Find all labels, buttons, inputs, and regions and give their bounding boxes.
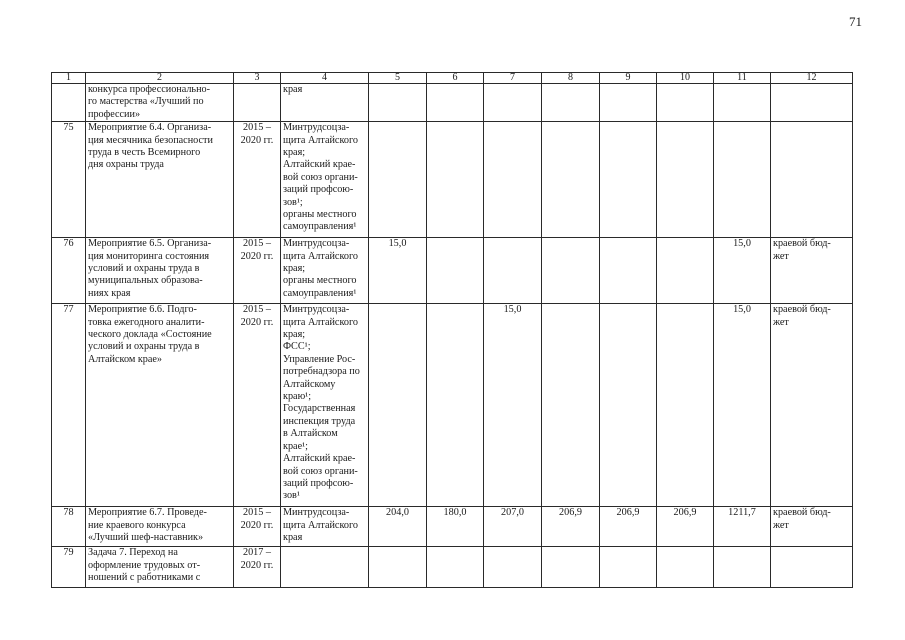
funding-2019	[600, 84, 657, 122]
funding-2018	[542, 304, 600, 507]
activity-name: Задача 7. Переход на оформление трудовых от- ношений с работниками с	[86, 547, 234, 588]
funding-2015	[369, 304, 427, 507]
funding-2018	[542, 122, 600, 238]
funding-2015	[369, 84, 427, 122]
funding-2020	[657, 84, 714, 122]
funding-2017: 15,0	[484, 304, 542, 507]
activity-name: Мероприятие 6.6. Подго- товка ежегодного аналити- ческого доклада «Состояние условий и охраны труда в Алтайском крае»	[86, 304, 234, 507]
column-number: 6	[427, 73, 484, 84]
funding-2015	[369, 122, 427, 238]
funding-2019	[600, 122, 657, 238]
funding-source	[771, 84, 853, 122]
program-activities-table	[51, 72, 853, 588]
activity-executor: Минтрудсоцза- щита Алтайского края; ФСС¹; Управление Рос- потребнадзора по Алтайскому краю¹; Государственная инспекция труда в Алтайском крае¹; Алтайский крае- вой союз органи- заций профсою- зов¹	[281, 304, 369, 507]
column-number: 10	[657, 73, 714, 84]
funding-2015: 204,0	[369, 507, 427, 547]
activity-executor	[281, 547, 369, 588]
funding-2019: 206,9	[600, 507, 657, 547]
activity-name: Мероприятие 6.4. Организа- ция месячника безопасности труда в честь Всемирного дня охраны труда	[86, 122, 234, 238]
row-number	[52, 84, 86, 122]
column-number: 1	[52, 73, 86, 84]
funding-total	[714, 122, 771, 238]
funding-2017: 207,0	[484, 507, 542, 547]
activity-executor: края	[281, 84, 369, 122]
activity-name: Мероприятие 6.7. Проведе- ние краевого конкурса «Лучший шеф-наставник»	[86, 507, 234, 547]
row-number: 76	[52, 238, 86, 304]
activity-term: 2017 – 2020 гг.	[234, 547, 281, 588]
table-row	[52, 304, 853, 507]
funding-2015	[369, 547, 427, 588]
funding-2019	[600, 547, 657, 588]
funding-2019	[600, 238, 657, 304]
funding-total: 15,0	[714, 304, 771, 507]
activity-name: конкурса профессионально- го мастерства «Лучший по профессии»	[86, 84, 234, 122]
funding-2017	[484, 547, 542, 588]
funding-2017	[484, 84, 542, 122]
funding-2020	[657, 122, 714, 238]
activity-term: 2015 – 2020 гг.	[234, 122, 281, 238]
funding-2016	[427, 84, 484, 122]
funding-2020	[657, 304, 714, 507]
funding-total	[714, 84, 771, 122]
funding-total	[714, 547, 771, 588]
funding-2016	[427, 547, 484, 588]
funding-2018	[542, 238, 600, 304]
funding-source	[771, 547, 853, 588]
column-number: 3	[234, 73, 281, 84]
page-number: 71	[849, 14, 862, 29]
activity-term: 2015 – 2020 гг.	[234, 238, 281, 304]
funding-2019	[600, 304, 657, 507]
funding-2016: 180,0	[427, 507, 484, 547]
activity-executor: Минтрудсоцза- щита Алтайского края; органы местного самоуправления¹	[281, 238, 369, 304]
activity-term	[234, 84, 281, 122]
funding-2017	[484, 238, 542, 304]
funding-2017	[484, 122, 542, 238]
activity-term: 2015 – 2020 гг.	[234, 507, 281, 547]
funding-2020	[657, 547, 714, 588]
activity-term: 2015 – 2020 гг.	[234, 304, 281, 507]
activity-executor: Минтрудсоцза- щита Алтайского края	[281, 507, 369, 547]
funding-total: 1211,7	[714, 507, 771, 547]
table-row	[52, 84, 853, 122]
column-number-row	[52, 73, 853, 84]
table-row	[52, 238, 853, 304]
column-number: 9	[600, 73, 657, 84]
row-number: 79	[52, 547, 86, 588]
column-number: 2	[86, 73, 234, 84]
column-number: 11	[714, 73, 771, 84]
funding-source	[771, 122, 853, 238]
table-row	[52, 547, 853, 588]
column-number: 5	[369, 73, 427, 84]
funding-2020: 206,9	[657, 507, 714, 547]
funding-2018	[542, 547, 600, 588]
table-row	[52, 507, 853, 547]
funding-total: 15,0	[714, 238, 771, 304]
funding-source: краевой бюд- жет	[771, 238, 853, 304]
row-number: 77	[52, 304, 86, 507]
column-number: 4	[281, 73, 369, 84]
funding-source: краевой бюд- жет	[771, 507, 853, 547]
funding-2015: 15,0	[369, 238, 427, 304]
funding-2018	[542, 84, 600, 122]
table-row	[52, 122, 853, 238]
funding-2018: 206,9	[542, 507, 600, 547]
column-number: 12	[771, 73, 853, 84]
funding-2016	[427, 122, 484, 238]
activity-name: Мероприятие 6.5. Организа- ция мониторинга состояния условий и охраны труда в муниципальных образова- ниях края	[86, 238, 234, 304]
activity-executor: Минтрудсоцза- щита Алтайского края; Алтайский крае- вой союз органи- заций профсою- зов¹; органы местного самоуправления¹	[281, 122, 369, 238]
column-number: 7	[484, 73, 542, 84]
funding-source: краевой бюд- жет	[771, 304, 853, 507]
funding-2016	[427, 304, 484, 507]
row-number: 75	[52, 122, 86, 238]
funding-2020	[657, 238, 714, 304]
row-number: 78	[52, 507, 86, 547]
funding-2016	[427, 238, 484, 304]
column-number: 8	[542, 73, 600, 84]
